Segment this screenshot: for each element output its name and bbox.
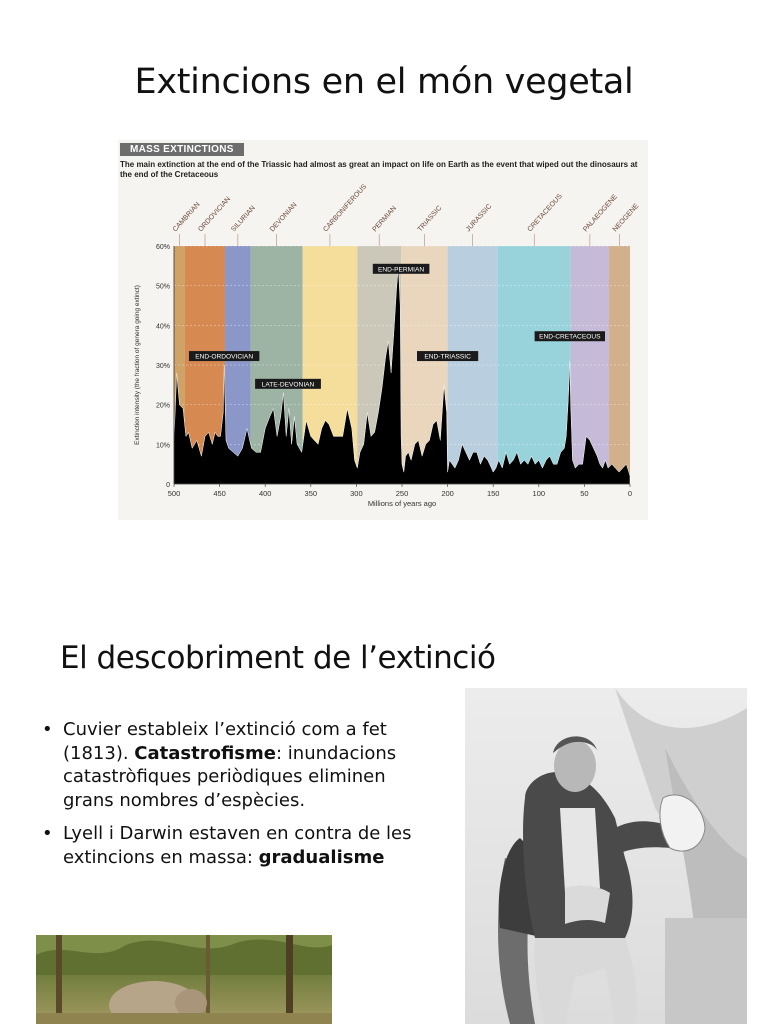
bullet-bold-term: gradualisme <box>258 846 385 868</box>
bullet-list <box>40 718 440 879</box>
y-tick-label: 0 <box>166 482 170 489</box>
bullet-item <box>40 822 440 869</box>
period-label: CARBONIFEROUS <box>322 183 369 234</box>
y-tick-label: 10% <box>155 442 170 450</box>
x-tick-label: 150 <box>486 489 500 498</box>
event-label: END-ORDOVICIAN <box>195 353 254 361</box>
x-tick-label: 50 <box>580 489 589 498</box>
figure-caption: The main extinction at the end of the Triassic had almost as great an impact on life on Earth as the event that wiped out the dinosaurs at the end of the Cretaceous <box>120 160 638 179</box>
period-label: JURASSIC <box>464 202 494 234</box>
y-tick-label: 40% <box>155 323 170 331</box>
x-axis-label: Millions of years ago <box>367 499 437 508</box>
y-tick-label: 60% <box>155 244 170 251</box>
figure-header: MASS EXTINCTIONS <box>120 143 244 156</box>
x-tick-label: 100 <box>532 489 546 498</box>
x-tick-label: 200 <box>441 489 454 498</box>
extinction-chart <box>118 140 648 520</box>
x-tick-label: 400 <box>258 489 272 498</box>
period-label: CAMBRIAN <box>171 201 202 234</box>
bullet-text: : inundacions catastròfiques periòdiques eliminen grans nombres d’espècies. <box>63 742 397 811</box>
cuvier-portrait-image <box>465 688 747 1024</box>
x-tick-label: 350 <box>304 489 318 498</box>
bullet-item <box>40 718 440 812</box>
x-tick-label: 250 <box>395 489 409 498</box>
period-label: TRIASSIC <box>416 204 444 234</box>
x-tick-label: 0 <box>627 489 633 498</box>
event-label: END-TRIASSIC <box>424 353 471 361</box>
x-tick-label: 300 <box>350 489 363 498</box>
event-label: END-PERMIAN <box>378 266 425 274</box>
section-title: El descobriment de l’extinció <box>60 640 496 676</box>
x-tick-label: 500 <box>167 489 181 498</box>
period-label: PERMIAN <box>371 204 399 234</box>
period-label: DEVONIAN <box>268 201 299 234</box>
event-label: LATE-DEVONIAN <box>261 381 315 389</box>
y-axis-label: Extinction intensity (the fraction of genera going extinct) <box>134 285 141 445</box>
event-label: END-CRETACEOUS <box>539 333 601 341</box>
bullet-bold-term: Catastrofisme <box>134 742 276 764</box>
y-tick-label: 20% <box>155 402 170 410</box>
y-tick-label: 50% <box>155 283 170 291</box>
slide-title: Extincions en el món vegetal <box>134 62 634 102</box>
period-label: NEOGENE <box>611 202 641 234</box>
y-tick-label: 30% <box>155 363 170 370</box>
prehistoric-animal-painting-image <box>36 935 332 1024</box>
period-label: CRETACEOUS <box>526 192 564 234</box>
period-label: SILURIAN <box>230 204 257 234</box>
x-tick-label: 450 <box>213 489 226 498</box>
bullet-text: Lyell i Darwin estaven en contra de les extincions en massa: <box>63 823 412 868</box>
period-label: PALAEOGENE <box>582 193 620 234</box>
period-label: ORDOVICIAN <box>197 195 233 234</box>
bullet-text: Cuvier estableix l’extinció com a fet (1813). <box>63 719 387 764</box>
